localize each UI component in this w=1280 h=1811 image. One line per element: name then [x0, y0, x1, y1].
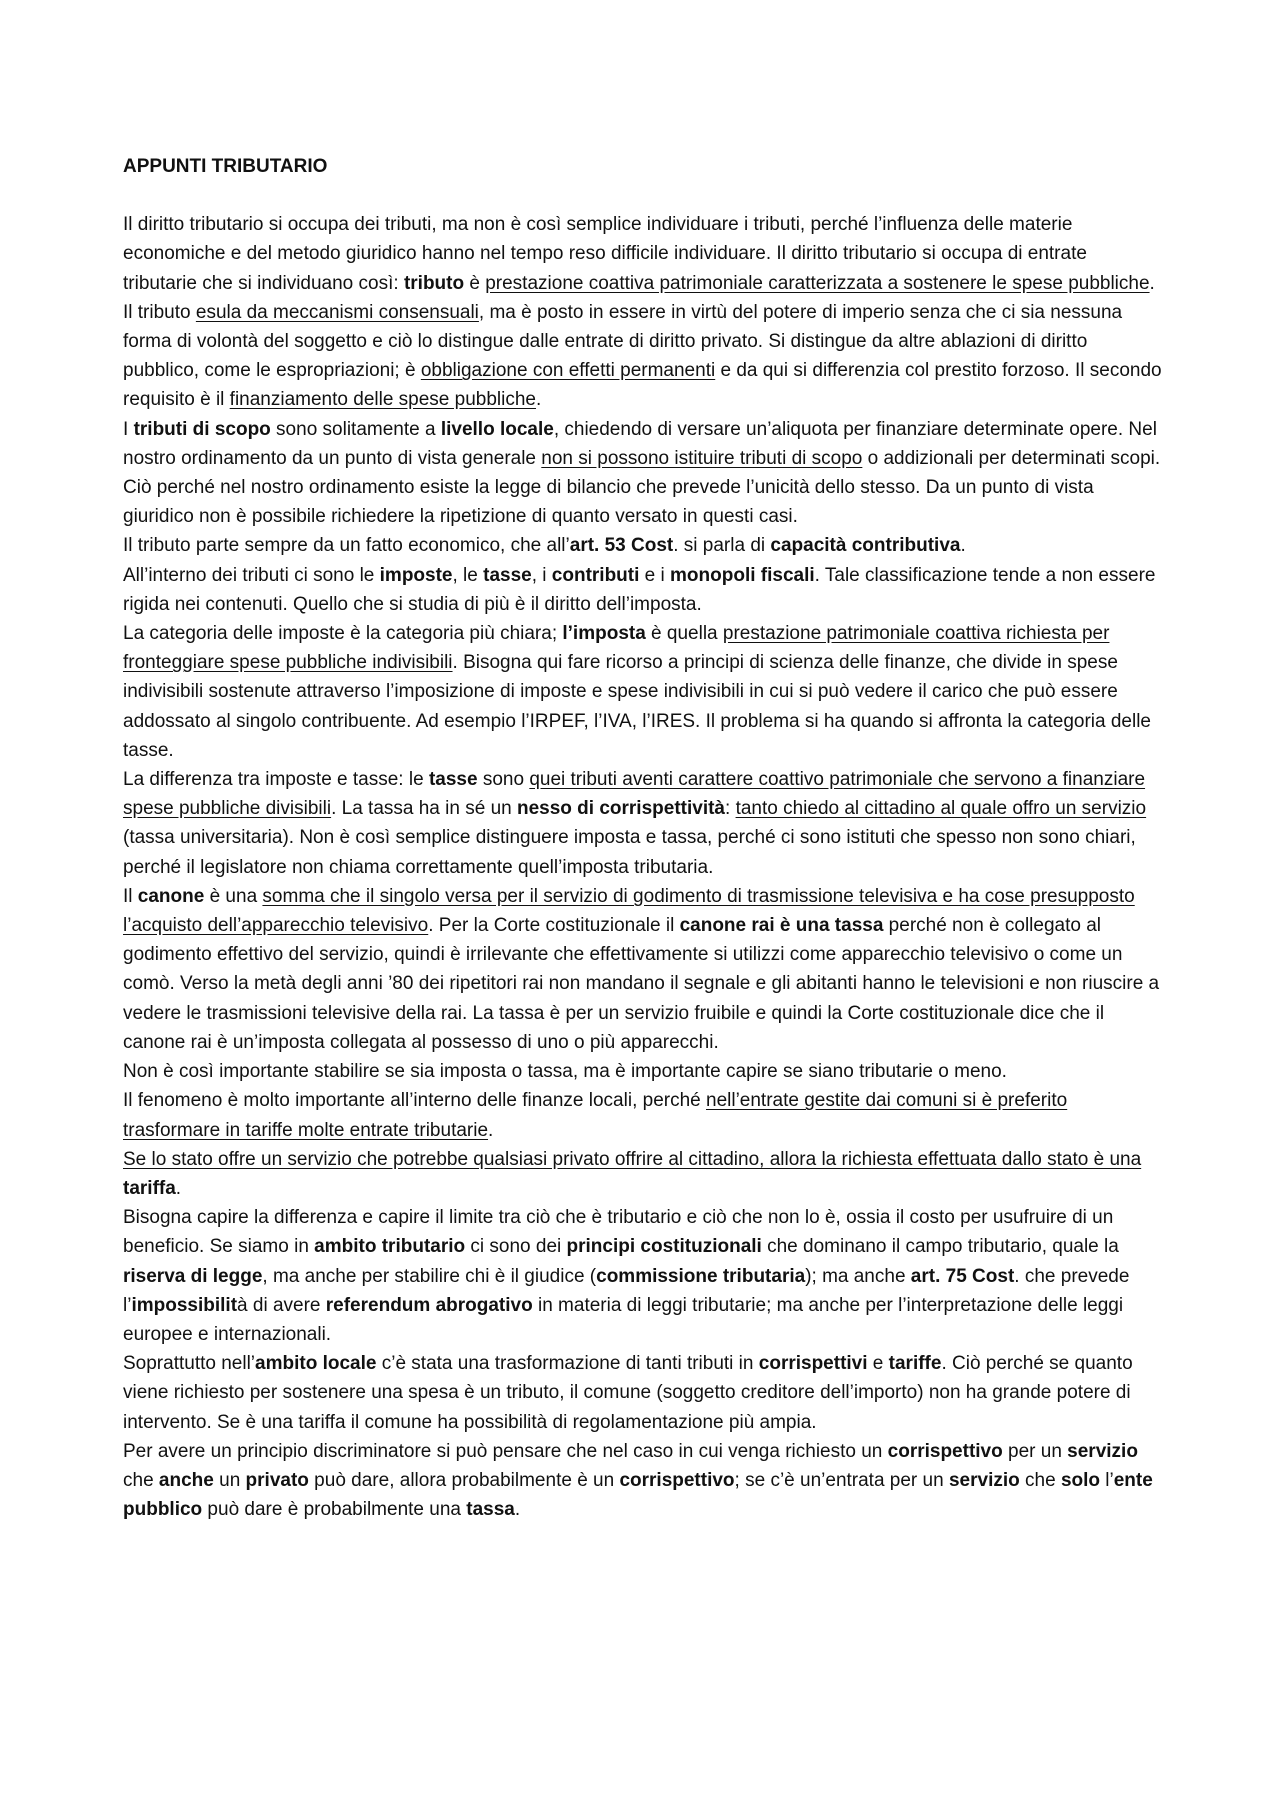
bold-text: nesso di corrispettività — [516, 798, 725, 820]
underlined-text: non si possono istituire tributi di scopo — [541, 447, 863, 469]
text-segment: che — [123, 1469, 159, 1491]
text-segment: sono — [477, 769, 530, 791]
bold-text: l’imposta — [562, 623, 646, 645]
bold-text: ambito tributario — [314, 1236, 466, 1258]
bold-text: monopoli fiscali — [670, 564, 815, 586]
text-segment: sono solitamente a — [270, 418, 441, 440]
text-segment: . — [960, 535, 966, 557]
text-segment: Per avere un principio discriminatore si può pensare che nel caso in cui venga richiesto un — [123, 1440, 888, 1462]
text-segment: . Ciò perché se quanto viene richiesto per sostenere una spesa è un tributo, il comune (soggetto creditore dell’importo) non ha grande potere di intervento. Se è una tariffa il comune ha possibilità di regolamentazione più ampia. — [123, 1353, 1133, 1433]
text-segment: . che prevede l’ — [123, 1265, 1130, 1316]
bold-text: tassa — [466, 1499, 515, 1521]
text-segment: Il fenomeno è molto importante all’interno delle finanze locali, perché — [123, 1090, 706, 1112]
text-segment: La categoria delle imposte è la categoria più chiara; — [123, 623, 563, 645]
bold-text: contributi — [551, 564, 640, 586]
bold-text: principi costituzionali — [566, 1236, 762, 1258]
text-segment: ); ma anche — [805, 1265, 911, 1287]
underlined-text: quei tributi aventi carattere coattivo patrimoniale che servono a finanziare spese pubbliche divisibili — [123, 769, 1146, 820]
underlined-text: obbligazione con effetti permanenti — [420, 360, 716, 382]
text-segment: Bisogna capire la differenza e capire il limite tra ciò che è tributario e ciò che non lo è, ossia il costo per usufruire di un beneficio. Se siamo in — [123, 1207, 1114, 1258]
underlined-text: prestazione coattiva patrimoniale caratterizzata a sostenere le spese pubbliche — [485, 272, 1150, 294]
bold-text: capacità contributiva — [770, 535, 961, 557]
paragraph — [123, 415, 1162, 532]
text-segment: Il diritto tributario si occupa dei tributi, ma non è così semplice individuare i tributi, perché l’influenza delle materie economiche e del metodo giuridico hanno nel tempo reso difficile individuare. Il diritto tributario si occupa di entrate tributarie che si individuano così: — [123, 214, 1087, 294]
bold-text: servizio — [948, 1469, 1020, 1491]
paragraph — [123, 1203, 1162, 1349]
text-segment: può dare, allora probabilmente è un — [308, 1469, 620, 1491]
text-segment: è quella — [645, 623, 723, 645]
bold-text: tariffe — [888, 1353, 942, 1375]
paragraph — [123, 561, 1162, 619]
bold-text: ente pubblico — [123, 1469, 1153, 1521]
bold-text: corrispettivo — [887, 1440, 1003, 1462]
text-segment: è — [464, 272, 486, 294]
text-segment: può dare è probabilmente una — [202, 1499, 467, 1521]
text-segment: La differenza tra imposte e tasse: le — [123, 769, 429, 791]
paragraph — [123, 1437, 1162, 1525]
text-segment: . — [514, 1499, 521, 1521]
text-segment: che — [1019, 1469, 1061, 1491]
text-segment: , i — [531, 564, 552, 586]
text-segment: . Il tributo — [123, 272, 1155, 323]
bold-text: canone — [137, 885, 205, 907]
text-segment: e — [867, 1353, 889, 1375]
text-segment: o addizionali per determinati scopi. Ciò perché nel nostro ordinamento esiste la legge di bilancio che prevede l’unicità dello stesso. Da un punto di vista giuridico non è possibile richiedere la ripetizione di quanto versato in questi casi. — [123, 447, 1161, 528]
underlined-text: finanziamento delle spese pubbliche — [229, 389, 536, 411]
text-segment: . si parla di — [673, 535, 771, 557]
bold-text: referendum abrogativo — [325, 1294, 533, 1316]
underlined-text: esula da meccanismi consensuali — [195, 301, 479, 323]
bold-text: riserva di legge — [123, 1265, 263, 1287]
text-segment: (tassa universitaria). Non è così semplice distinguere imposta e tassa, perché ci sono istituti che spesso non sono chiari, perché il legislatore non chiama correttamente quell’imposta tributaria. — [123, 827, 1136, 878]
paragraph — [123, 531, 1162, 560]
bold-text: tributi di scopo — [133, 418, 271, 440]
paragraph — [123, 1086, 1162, 1144]
text-segment: . La tassa ha in sé un — [331, 798, 517, 820]
text-segment: , ma anche per stabilire chi è il giudice ( — [262, 1265, 597, 1287]
bold-text: servizio — [1067, 1440, 1138, 1462]
text-segment: ; se c’è un’entrata per un — [734, 1469, 949, 1491]
paragraph — [123, 210, 1162, 414]
text-segment: perché non è collegato al godimento effettivo del servizio, quindi è irrilevante che effettivamente si utilizzi come apparecchio televisivo o come un comò. Verso la metà degli anni ’80 dei ripetitori rai non mandano il segnale e gli abitanti hanno le televisioni e non riuscire a vedere le trasmissioni televisive della rai. La tassa è per un servizio fruibile e quindi la Corte costituzionale dice che il canone rai è un’imposta collegata al possesso di uno o più apparecchi. — [123, 915, 1160, 1053]
bold-text: solo — [1060, 1469, 1100, 1491]
text-segment: e i — [639, 564, 671, 586]
text-segment: . Bisogna qui fare ricorso a principi di scienza delle finanze, che divide in spese indivisibili sostenute attraverso l’imposizione di imposte e spese indivisibili in cui si può vedere il carico che può essere addossato al singolo contribuente. Ad esempio l’IRPEF, l’IVA, l’IRES. Il problema si ha quando si affronta la categoria delle tasse. — [123, 652, 1151, 761]
document-body — [123, 210, 1162, 1524]
text-segment: . — [175, 1177, 182, 1199]
bold-text: impossibilit — [131, 1294, 238, 1316]
text-segment: , le — [452, 564, 484, 586]
underlined-text: prestazione patrimoniale coattiva richiesta per fronteggiare spese pubbliche indivisibili — [123, 623, 1110, 674]
text-segment: All’interno dei tributi ci sono le — [123, 564, 380, 586]
paragraph — [123, 619, 1162, 765]
text-segment: . — [488, 1119, 494, 1141]
text-segment: Il tributo parte sempre da un fatto economico, che all’ — [123, 535, 570, 557]
text-segment: à di avere — [237, 1294, 326, 1316]
bold-text: canone rai è una tassa — [679, 915, 884, 937]
underlined-text: Se lo stato offre un servizio che potrebbe qualsiasi privato offrire al cittadino, allora la richiesta effettuata dallo stato è una — [123, 1148, 1142, 1170]
bold-text: anche — [158, 1469, 214, 1491]
bold-text: livello locale — [440, 418, 554, 440]
text-segment: . — [536, 389, 542, 411]
text-segment: per un — [1002, 1440, 1068, 1462]
text-segment: . Tale classificazione tende a non essere rigida nei contenuti. Quello che si studia di più è il diritto dell’imposta. — [123, 564, 1156, 615]
bold-text: corrispettivo — [619, 1469, 735, 1491]
text-segment: I — [123, 418, 134, 440]
text-segment: Il — [123, 885, 138, 907]
text-segment: : — [725, 798, 736, 820]
text-segment: ci sono dei — [465, 1236, 567, 1258]
text-segment: Soprattutto nell’ — [123, 1353, 256, 1375]
text-segment: Non è così importante stabilire se sia imposta o tassa, ma è importante capire se siano tributarie o meno. — [123, 1061, 1007, 1083]
text-segment: c’è stata una trasformazione di tanti tributi in — [376, 1353, 759, 1375]
bold-text: tasse — [483, 564, 532, 586]
bold-text: ambito locale — [255, 1353, 377, 1375]
bold-text: tasse — [428, 769, 478, 791]
bold-text: privato — [245, 1469, 309, 1491]
text-segment: l’ — [1100, 1469, 1114, 1491]
paragraph — [123, 1145, 1162, 1203]
paragraph — [123, 882, 1162, 1057]
text-segment: un — [213, 1469, 246, 1491]
paragraph — [123, 765, 1162, 882]
text-segment: . Per la Corte costituzionale il — [428, 915, 680, 937]
bold-text: tributo — [403, 272, 465, 294]
underlined-text: somma che il singolo versa per il servizio di godimento di trasmissione televisiva e ha cose presupposto l’acquisto dell’apparecchio televisivo — [123, 885, 1135, 937]
underlined-text: nell’entrate gestite dai comuni si è preferito trasformare in tariffe molte entrate tributarie — [123, 1090, 1068, 1141]
text-segment: , ma è posto in essere in virtù del potere di imperio senza che ci sia nessuna forma di volontà del soggetto e ciò lo distingue dalle entrate di diritto privato. Si distingue da altre ablazioni di diritto pubblico, come le espropriazioni; è — [123, 301, 1123, 382]
bold-text: tariffa — [123, 1177, 176, 1199]
text-segment: in materia di leggi tributarie; ma anche per l’interpretazione delle leggi europee e internazionali. — [123, 1294, 1124, 1345]
text-segment: che dominano il campo tributario, quale la — [761, 1236, 1119, 1258]
bold-text: corrispettivi — [758, 1353, 868, 1375]
text-segment: e da qui si differenzia col prestito forzoso. Il secondo requisito è il — [123, 360, 1162, 411]
bold-text: imposte — [379, 564, 453, 586]
underlined-text: tanto chiedo al cittadino al quale offro un servizio — [735, 798, 1147, 820]
bold-text: art. 75 Cost — [910, 1265, 1015, 1287]
text-segment: è una — [204, 885, 263, 907]
paragraph — [123, 1349, 1162, 1437]
bold-text: commissione tributaria — [596, 1265, 806, 1287]
text-segment: , chiedendo di versare un’aliquota per finanziare determinate opere. Nel nostro ordinamento da un punto di vista generale — [123, 418, 1157, 469]
bold-text: art. 53 Cost — [569, 535, 674, 557]
paragraph — [123, 1057, 1162, 1086]
document-title: APPUNTI TRIBUTARIO — [123, 156, 328, 177]
